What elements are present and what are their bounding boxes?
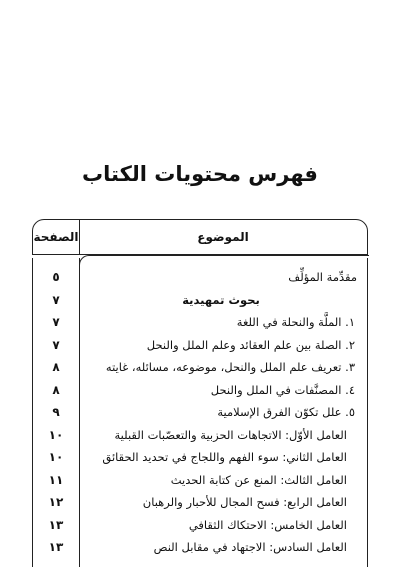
topic-entry: ٤. المصنَّفات في الملل والنحل — [210, 382, 355, 397]
topic-entry: ٥. علل تكوّن الفرق الإسلامية — [217, 405, 355, 420]
table-row — [33, 266, 367, 289]
toc-rows — [33, 266, 367, 559]
page-number: ٩ — [52, 405, 60, 420]
page-column-header: الصفحة — [33, 230, 79, 244]
table-row — [33, 491, 367, 514]
section-heading: بحوث تمهيدية — [182, 292, 260, 307]
page-number: ٧ — [52, 315, 60, 330]
table-row — [33, 311, 367, 334]
table-row — [33, 424, 367, 447]
page-number: ١٣ — [48, 517, 64, 532]
topic-entry: العامل الرابع: فسح المجال للأحبار والرهبان — [142, 495, 347, 510]
page-number: ١٣ — [48, 540, 64, 555]
page-number: ٨ — [52, 360, 60, 375]
table-row — [33, 469, 367, 492]
page-number: ١٠ — [48, 450, 64, 465]
page-number: ٧ — [52, 292, 60, 307]
table-row — [33, 536, 367, 559]
page-number: ١٠ — [48, 427, 64, 442]
topic-entry: العامل السادس: الاجتهاد في مقابل النص — [153, 540, 347, 555]
topic-entry: مقدِّمة المؤلِّف — [288, 270, 357, 285]
topic-entry: ٢. الصلة بين علم العقائد وعلم الملل والنحل — [146, 337, 355, 352]
table-row — [33, 446, 367, 469]
topic-entry: العامل الأوّل: الاتجاهات الحزبية والتعصّبات القبلية — [114, 427, 347, 442]
page-number: ٧ — [52, 337, 60, 352]
table-row — [33, 379, 367, 402]
topic-entry: العامل الثالث: المنع عن كتابة الحديث — [170, 472, 347, 487]
topic-entry: العامل الثاني: سوء الفهم واللجاج في تحديد الحقائق — [102, 450, 347, 465]
table-body — [32, 258, 368, 567]
table-header — [32, 219, 368, 255]
table-row — [33, 514, 367, 537]
page-number: ٨ — [52, 382, 60, 397]
page-number: ١١ — [48, 472, 64, 487]
topic-entry: ١. الملَّة والنحلة في اللغة — [236, 315, 355, 330]
topic-column-header: الموضوع — [197, 230, 249, 244]
page-number: ٥ — [52, 270, 60, 285]
topic-entry: العامل الخامس: الاحتكاك الثقافي — [188, 517, 347, 532]
table-row — [33, 289, 367, 312]
table-row — [33, 401, 367, 424]
page-title: فهرس محتويات الكتاب — [82, 162, 318, 186]
table-row — [33, 334, 367, 357]
table-row — [33, 356, 367, 379]
page-number: ١٢ — [48, 495, 64, 510]
topic-entry: ٣. تعريف علم الملل والنحل، موضوعه، مسائله، غايته — [105, 360, 355, 375]
